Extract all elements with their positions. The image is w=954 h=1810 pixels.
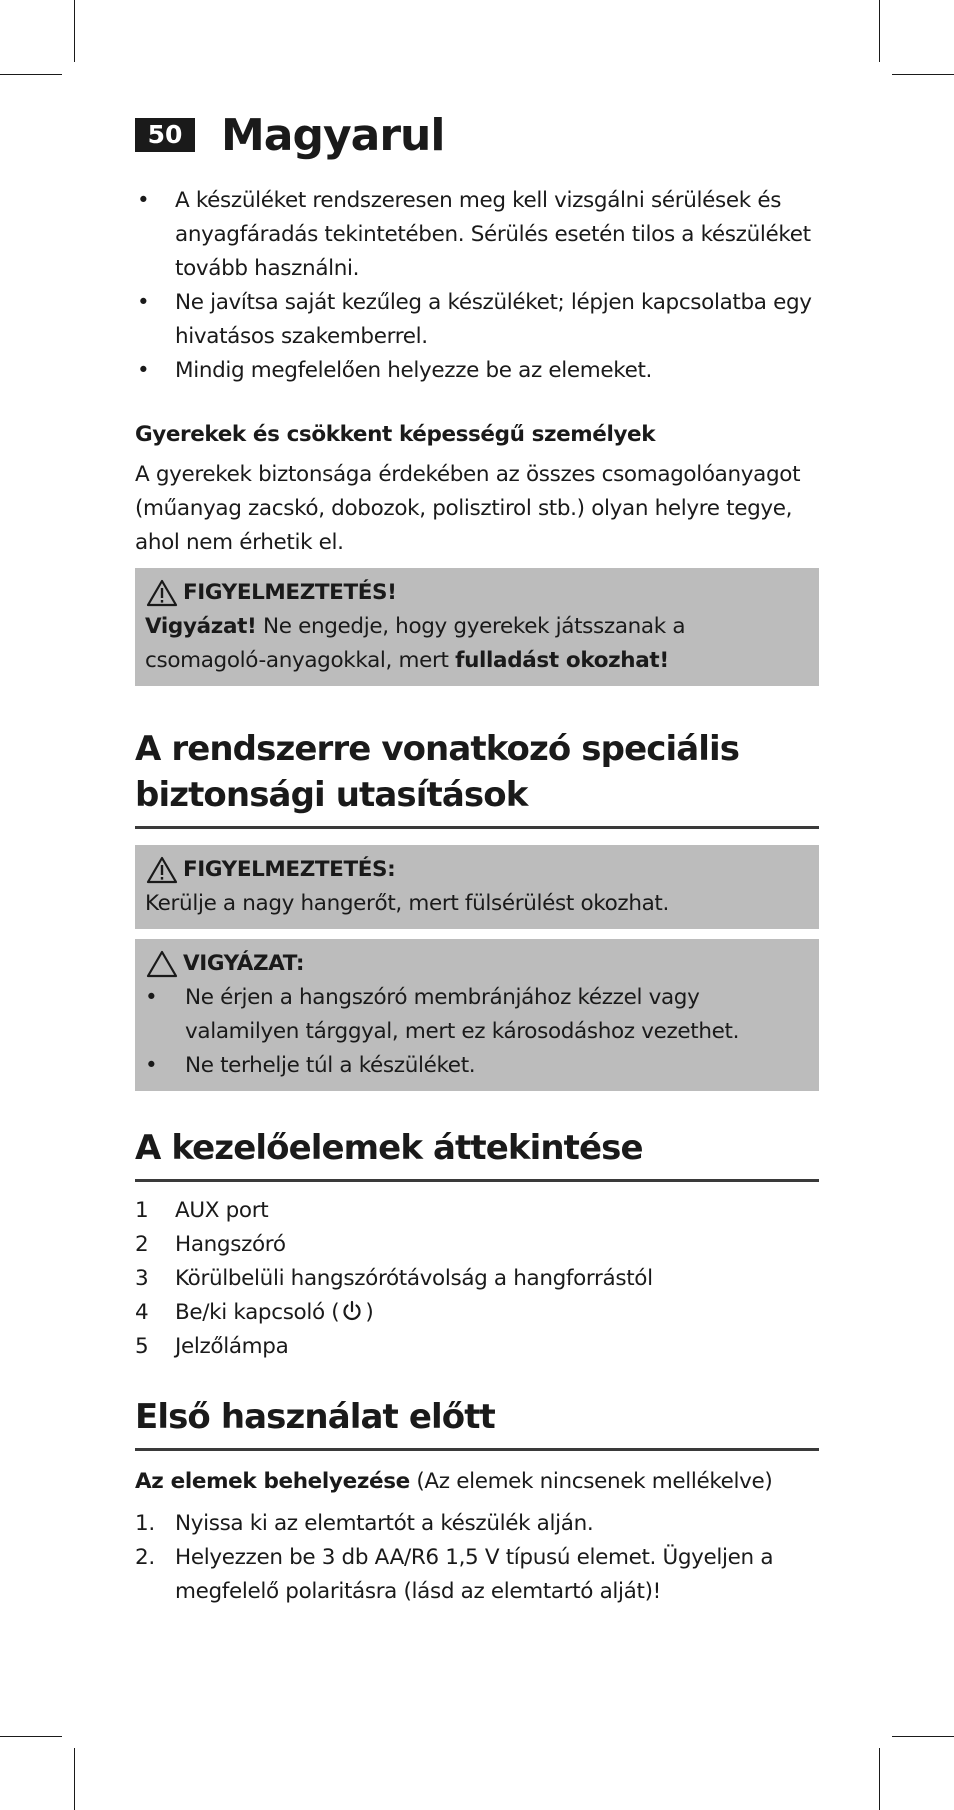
caution-box [135, 939, 819, 1091]
list-item: • Ne javítsa saját kezűleg a készüléket; lépjen kapcsolatba egy hivatásos szakemberrel. [135, 286, 819, 354]
warning-body: Ne engedje, hogy gyerekek játsszanak a csomagoló-anyagokkal, mert [145, 614, 686, 673]
page-number: 50 [135, 118, 195, 152]
crop-mark [74, 1748, 75, 1810]
warning-emphasis: fulladást okozhat! [455, 648, 669, 673]
list-item: • Mindig megfelelően helyezze be az elemeket. [135, 354, 819, 388]
caution-triangle-icon [145, 949, 179, 979]
children-text: A gyerekek biztonsága érdekében az összes csomagolóanyagot (műanyag zacskó, dobozok, polisztirol stb.) olyan helyre tegye, ahol nem érhetik el. [135, 462, 801, 555]
list-item: 3 Körülbelüli hangszórótávolság a hangforrástól [135, 1266, 653, 1291]
power-icon [341, 1300, 363, 1322]
warning-triangle-icon [145, 855, 179, 885]
warning-title-text: FIGYELMEZTETÉS! [183, 580, 397, 605]
crop-mark [0, 74, 62, 75]
battery-subheading: Az elemek behelyezése (Az elemek nincsenek mellékelve) [135, 1469, 773, 1494]
document-page [135, 108, 819, 1609]
list-item: 2. Helyezzen be 3 db AA/R6 1,5 V típusú elemet. Ügyeljen a megfelelő polaritásra (lásd az elemtartó alját)! [135, 1545, 774, 1604]
list-item: 1. Nyissa ki az elemtartót a készülék alján. [135, 1511, 594, 1536]
caution-title-text: VIGYÁZAT: [183, 951, 305, 976]
caution-title [145, 947, 809, 981]
controls-list [135, 1194, 819, 1364]
list-item: • A készüléket rendszeresen meg kell vizsgálni sérülések és anyagfáradás tekintetében. Sérülés esetén tilos a készüléket tovább használni. [135, 184, 819, 286]
crop-mark [892, 1736, 954, 1737]
list-item: • Ne terhelje túl a készüléket. [145, 1049, 809, 1083]
list-item: 5 Jelzőlámpa [135, 1334, 289, 1359]
section-title-controls: A kezelőelemek áttekintése [135, 1125, 819, 1182]
list-item: • Ne érjen a hangszóró membránjához kézzel vagy valamilyen tárggyal, mert ez károsodáshoz vezethet. [145, 981, 809, 1049]
list-item: 2 Hangszóró [135, 1232, 286, 1257]
warning-triangle-icon [145, 578, 179, 608]
warning-title [145, 853, 809, 887]
steps-list [135, 1507, 819, 1609]
page-title: Magyarul [221, 109, 445, 161]
caution-list [145, 981, 809, 1083]
warning-text: Kerülje a nagy hangerőt, mert fülsérülést okozhat. [145, 891, 669, 916]
list-item: 1 AUX port [135, 1198, 269, 1223]
warning-title-text: FIGYELMEZTETÉS: [183, 857, 396, 882]
warning-text [145, 610, 809, 678]
crop-mark [879, 0, 880, 62]
section-title-safety: A rendszerre vonatkozó speciális biztonsági utasítások [135, 726, 819, 829]
crop-mark [879, 1748, 880, 1810]
warning-lead: Vigyázat! [145, 614, 257, 639]
section-title-first-use: Első használat előtt [135, 1394, 819, 1451]
crop-mark [74, 0, 75, 62]
page-header [135, 108, 819, 162]
intro-bullet-list [135, 184, 819, 388]
children-heading: Gyerekek és csökkent képességű személyek [135, 422, 656, 447]
warning-box [135, 568, 819, 686]
crop-mark [892, 74, 954, 75]
warning-box [135, 845, 819, 929]
crop-mark [0, 1736, 62, 1737]
warning-title [145, 576, 809, 610]
list-item: 4 Be/ki kapcsoló ( ) [135, 1300, 374, 1325]
